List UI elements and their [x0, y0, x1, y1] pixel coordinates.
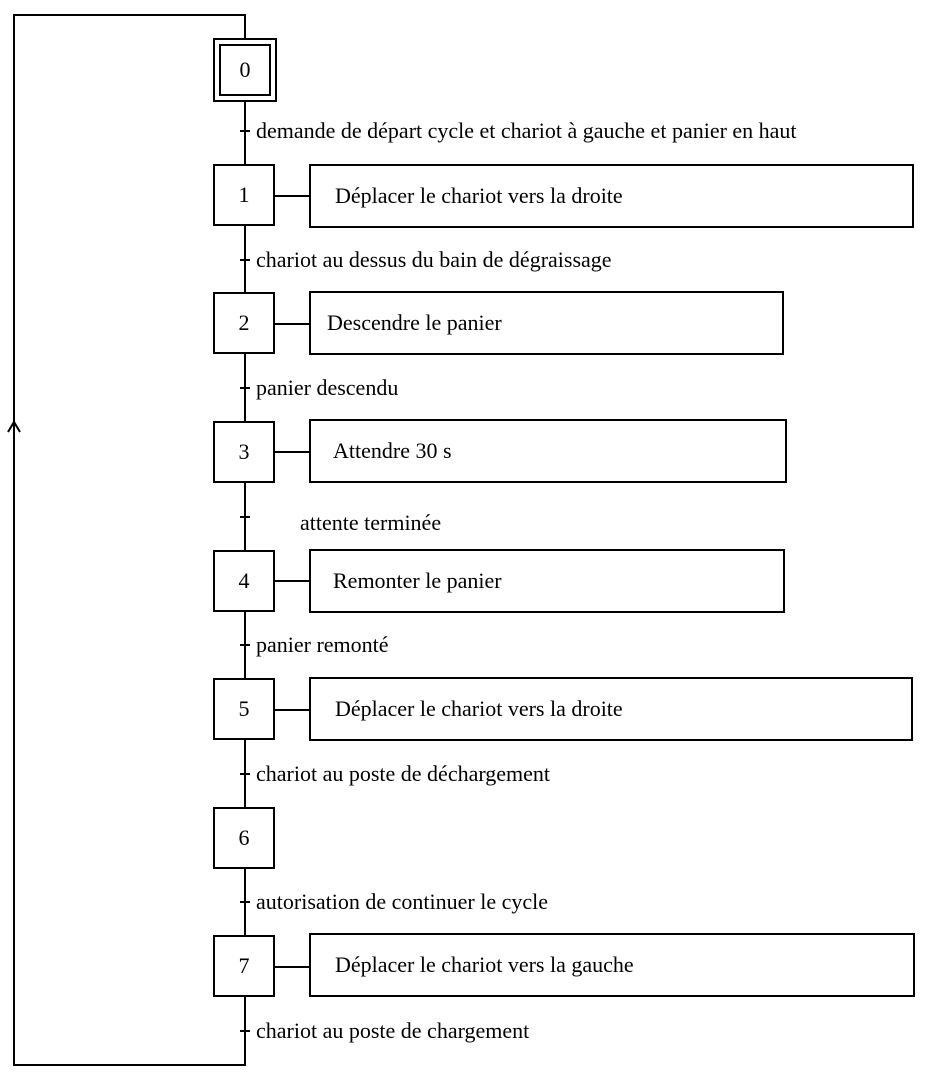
step-0-inner	[219, 44, 271, 96]
action-label: Déplacer le chariot vers la droite	[335, 696, 623, 721]
action-link	[275, 451, 311, 453]
transition-5	[240, 773, 250, 775]
transition-2	[240, 387, 250, 389]
loop-link-top	[13, 14, 246, 16]
transition-condition: attente terminée	[300, 510, 442, 535]
step-5	[213, 678, 275, 740]
step-2	[213, 292, 275, 354]
action-label: Attendre 30 s	[333, 438, 452, 463]
step-number: 4	[238, 568, 250, 593]
transition-0	[240, 130, 250, 132]
arrow-up-icon	[6, 418, 22, 434]
loop-link-left	[13, 14, 15, 1066]
transition-condition: autorisation de continuer le cycle	[256, 889, 548, 914]
transition-condition: panier descendu	[256, 375, 399, 400]
transition-4	[240, 644, 250, 646]
transition-condition: panier remonté	[256, 632, 389, 657]
step-1	[213, 164, 275, 226]
action-box	[309, 419, 787, 483]
loop-link-bottom	[13, 1064, 246, 1066]
action-link	[275, 709, 311, 711]
action-label: Remonter le panier	[333, 568, 502, 593]
action-link	[275, 966, 311, 968]
step-7	[213, 935, 275, 997]
action-label: Descendre le panier	[327, 310, 502, 335]
action-box	[309, 291, 784, 355]
action-box	[309, 549, 785, 613]
transition-condition: chariot au poste de déchargement	[256, 761, 551, 786]
step-number: 6	[238, 825, 250, 850]
step-number: 7	[238, 953, 250, 978]
action-link	[275, 195, 311, 197]
action-label: Déplacer le chariot vers la gauche	[335, 952, 634, 977]
step-3	[213, 421, 275, 483]
step-number: 5	[238, 696, 250, 721]
step-number: 2	[238, 310, 250, 335]
transition-1	[240, 259, 250, 261]
step-number: 3	[238, 439, 250, 464]
transition-condition: chariot au dessus du bain de dégraissage	[256, 247, 612, 272]
step-number: 0	[239, 57, 251, 82]
step-number: 1	[238, 182, 250, 207]
step-0	[213, 38, 277, 102]
action-box	[309, 164, 914, 228]
action-box	[309, 677, 913, 741]
action-link	[275, 323, 311, 325]
transition-3	[240, 516, 250, 518]
transition-6	[240, 901, 250, 903]
step-6	[213, 807, 275, 869]
transition-condition: demande de départ cycle et chariot à gauche et panier en haut	[256, 118, 797, 143]
step-4	[213, 550, 275, 612]
transition-7	[240, 1030, 250, 1032]
action-label: Déplacer le chariot vers la droite	[335, 183, 623, 208]
action-box	[309, 933, 915, 997]
action-link	[275, 580, 311, 582]
transition-condition: chariot au poste de chargement	[256, 1018, 530, 1043]
